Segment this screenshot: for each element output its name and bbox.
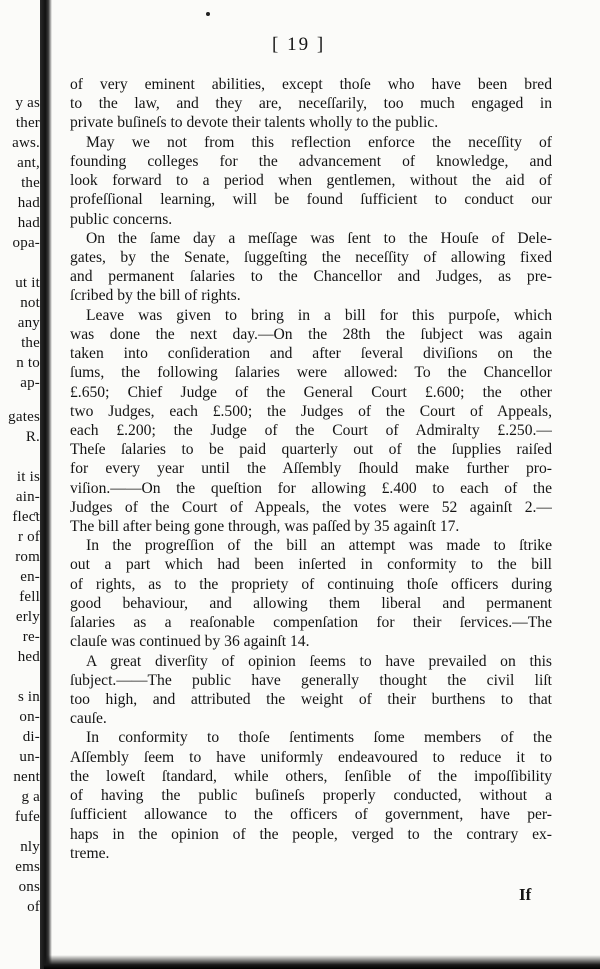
facing-page-fragment: nly — [20, 839, 40, 855]
text-line: Judges of the Court of Appeals, the votes were 52 againſt 2.— — [70, 498, 552, 516]
page-number-header: [ 19 ] — [272, 34, 326, 55]
facing-page-fragment: the — [21, 175, 40, 191]
facing-page-fragment: ons — [18, 879, 40, 895]
text-line: founding colleges for the advancement of knowledge, and — [70, 152, 552, 170]
text-line: cauſe. — [70, 710, 107, 728]
facing-page-fragment: re- — [22, 629, 40, 645]
facing-page-fragment: fufe — [15, 809, 40, 825]
text-line: each £.200; the Judge of the Court of Admiralty £.250.— — [70, 421, 552, 439]
text-line: the loweſt ſtandard, while others, ſenſible of the impoſſibility — [70, 767, 552, 785]
facing-page-fragment: ems — [15, 859, 40, 875]
text-line: Aſſembly ſeem to have uniformly endeavoured to reduce it to — [70, 748, 552, 766]
facing-page-fragment: fleƈt — [12, 509, 40, 525]
text-line: ſufficient allowance to the officers of government, have per- — [70, 806, 552, 824]
facing-page-fragment: y as — [15, 95, 40, 111]
facing-page-fragment: fell — [19, 589, 40, 605]
ink-speck — [206, 12, 210, 16]
facing-page-fragment: R. — [25, 429, 40, 445]
text-line: treme. — [70, 844, 110, 862]
text-line: private buſineſs to devote their talents wholly to the public. — [70, 114, 439, 132]
facing-page-fragment: n to — [16, 355, 40, 371]
text-line: of having the public buſineſs properly conducted, without a — [70, 787, 552, 805]
facing-page-fragment: ther — [15, 115, 40, 131]
text-line: A great diverſity of opinion ſeems to have prevailed on this — [86, 652, 552, 670]
facing-page-fragment: ain- — [15, 489, 40, 505]
facing-page-fragment: gates — [8, 409, 40, 425]
facing-page-fragment: had — [17, 195, 40, 211]
text-line: ſubject.——The public have generally thought the civil liſt — [70, 671, 552, 689]
binding-gutter — [40, 0, 52, 969]
text-line: ſums, the following ſalaries were allowed: To the Chancellor — [70, 364, 552, 382]
facing-page-fragment: r of — [17, 529, 40, 545]
text-line: of very eminent abilities, except thoſe who have been bred — [70, 76, 552, 93]
facing-page-fragment: en- — [20, 569, 40, 585]
text-line: to the law, and they are, neceſſarily, too much engaged in — [70, 95, 552, 113]
facing-page-edge — [0, 0, 40, 969]
text-line: Leave was given to bring in a bill for this purpoſe, which — [86, 306, 552, 324]
body-text — [70, 75, 552, 863]
text-line: of rights, as to the propriety of continuing thoſe officers during — [70, 575, 552, 593]
text-line: look forward to a period when gentlemen, without the aid of — [70, 172, 552, 190]
facing-page-fragment: aws. — [12, 135, 40, 151]
text-line: In conformity to thoſe ſentiments ſome members of the — [86, 729, 552, 747]
text-line: two Judges, each £.500; the Judges of the Court of Appeals, — [70, 402, 552, 420]
text-line: public concerns. — [70, 210, 173, 228]
facing-page-fragment: it is — [16, 469, 40, 485]
facing-page-fragment: un- — [19, 749, 40, 765]
facing-page-fragment: ap- — [20, 375, 40, 391]
text-line: £.650; Chief Judge of the General Court £.600; the other — [70, 383, 552, 401]
text-line: taken into conſideration and after ſeveral diviſions on the — [70, 345, 552, 363]
text-line: good behaviour, and allowing them liberal and permanent — [70, 594, 552, 612]
facing-page-fragment: on- — [19, 709, 40, 725]
facing-page-fragment: s in — [17, 689, 40, 705]
text-line: gates, by the Senate, ſuggeſting the neceſſity of allowing fixed — [70, 248, 552, 266]
text-line: and permanent ſalaries to the Chancellor and Judges, as pre- — [70, 268, 552, 286]
page-bottom-shadow — [44, 955, 600, 969]
text-line: The bill after being gone through, was paſſed by 35 againſt 17. — [70, 518, 460, 536]
text-line: profeſſional learning, will be found ſufficient to conduct our — [70, 191, 552, 209]
text-line: clauſe was continued by 36 againſt 14. — [70, 633, 310, 651]
catchword: If — [519, 885, 532, 904]
facing-page-fragment: ut it — [15, 275, 40, 291]
facing-page-fragment: ant, — [17, 155, 40, 171]
facing-page-fragment: nent — [13, 769, 40, 785]
text-line: In the progreſſion of the bill an attempt was made to ſtrike — [86, 537, 552, 555]
text-line: Theſe ſalaries to be paid quarterly out of the ſupplies raiſed — [70, 441, 552, 459]
text-line: haps in the opinion of the people, verged to the contrary ex- — [70, 825, 552, 843]
text-line: was done the next day.—On the 28th the ſubject was again — [70, 325, 552, 343]
facing-page-fragment: had — [17, 215, 40, 231]
facing-page-fragment: not — [20, 295, 40, 311]
facing-page-fragment: the — [21, 335, 40, 351]
text-line: May we not from this reflection enforce the neceſſity of — [86, 133, 552, 151]
text-line: for every year until the Aſſembly ſhould make further pro- — [70, 460, 552, 478]
facing-page-fragment: of — [27, 899, 40, 915]
text-line: out a part which had been inſerted in conformity to the bill — [70, 556, 552, 574]
text-line: On the ſame day a meſſage was ſent to the Houſe of Dele- — [86, 229, 552, 247]
facing-page-fragment: opa- — [12, 235, 40, 251]
facing-page-fragment: hed — [17, 649, 40, 665]
text-line: ſalaries as a reaſonable compenſation for their ſervices.—The — [70, 614, 552, 632]
facing-page-fragment: erly — [15, 609, 40, 625]
facing-page-fragment: rom — [15, 549, 40, 565]
text-line: ſcribed by the bill of rights. — [70, 287, 241, 305]
facing-page-fragment: di- — [22, 729, 40, 745]
text-line: too high, and attributed the weight of their burthens to that — [70, 691, 552, 708]
text-line: viſion.——On the queſtion for allowing £.400 to each of the — [70, 479, 552, 497]
facing-page-fragment: g a — [21, 789, 40, 805]
facing-page-fragment: any — [17, 315, 40, 331]
